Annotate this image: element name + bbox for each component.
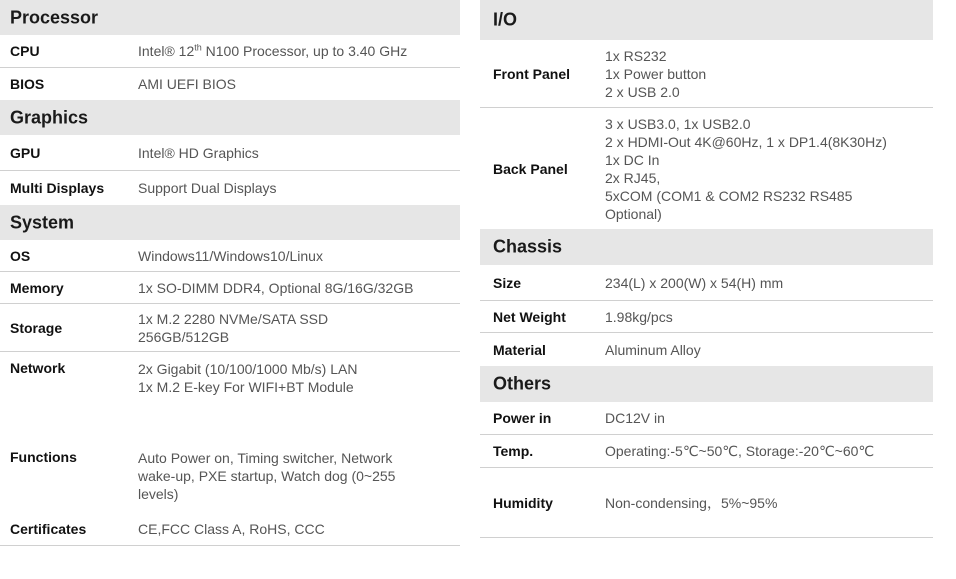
- spec-value: 1.98kg/pcs: [605, 308, 673, 325]
- spec-value-superscript: th: [194, 42, 202, 53]
- section-title: Processor: [10, 7, 99, 27]
- spec-value: Aluminum Alloy: [605, 341, 701, 358]
- spec-row-material: [480, 333, 933, 366]
- spec-value: [138, 42, 454, 60]
- spec-value: Auto Power on, Timing switcher, Network wake-up, PXE startup, Watch dog (0~255 levels): [138, 450, 396, 502]
- spec-row-bios: [0, 68, 460, 100]
- spec-label: Functions: [10, 449, 77, 465]
- section-title: I/O: [493, 9, 518, 30]
- spec-value: 1x RS232 1x Power button 2 x USB 2.0: [605, 47, 707, 100]
- spec-label: Power in: [493, 410, 552, 426]
- spec-row-multi-displays: [0, 171, 460, 205]
- spec-row-back-panel: [480, 108, 933, 229]
- spec-label: Memory: [10, 279, 64, 296]
- spec-label: Storage: [10, 319, 63, 336]
- spec-row-humidity: [480, 468, 933, 538]
- spec-row-cpu: [0, 35, 460, 68]
- spec-label: CPU: [10, 43, 40, 59]
- spec-label: OS: [10, 247, 31, 264]
- spec-label: BIOS: [10, 76, 45, 92]
- section-header-chassis: [480, 229, 933, 265]
- spec-row-net-weight: [480, 301, 933, 333]
- spec-value: Non-condensing，5%~95%: [605, 494, 778, 511]
- section-title: Chassis: [493, 236, 563, 257]
- spec-label: Size: [493, 274, 522, 291]
- spec-value: AMI UEFI BIOS: [138, 76, 237, 92]
- spec-label: Front Panel: [493, 65, 571, 82]
- spec-row-temp: [480, 435, 933, 468]
- spec-row-size: [480, 265, 933, 301]
- spec-value: 3 x USB3.0, 1x USB2.0 2 x HDMI-Out 4K@60Hz, 1 x DP1.4(8K30Hz) 1x DC In 2x RJ45, 5xCOM (COM1 & COM2 RS232 RS485 Optional): [605, 115, 887, 222]
- spec-value: CE,FCC Class A, RoHS, CCC: [138, 520, 325, 537]
- spec-row-front-panel: [480, 40, 933, 108]
- spec-value: 1x SO-DIMM DDR4, Optional 8G/16G/32GB: [138, 279, 414, 296]
- spec-value: 1x M.2 2280 NVMe/SATA SSD 256GB/512GB: [138, 310, 329, 345]
- section-header-processor: [0, 0, 460, 35]
- spec-row-functions: [0, 440, 460, 512]
- spec-label: Net Weight: [493, 308, 566, 325]
- section-title: System: [10, 212, 75, 232]
- spec-row-memory: [0, 272, 460, 304]
- spec-value: Intel® HD Graphics: [138, 144, 259, 161]
- spec-label: Network: [10, 360, 66, 376]
- spec-value-part: N100 Processor, up to 3.40 GHz: [201, 43, 408, 59]
- section-header-io: [480, 0, 933, 40]
- spec-value: Support Dual Displays: [138, 180, 277, 196]
- section-header-graphics: [0, 100, 460, 135]
- spec-label: GPU: [10, 144, 41, 161]
- spec-value: Operating:-5℃~50℃, Storage:-20℃~60℃: [605, 443, 875, 459]
- spec-label: Multi Displays: [10, 180, 105, 196]
- section-header-system: [0, 205, 460, 240]
- spec-row-power-in: [480, 402, 933, 435]
- section-header-others: [480, 366, 933, 402]
- spec-value: Windows11/Windows10/Linux: [138, 247, 323, 264]
- section-title: Graphics: [10, 107, 89, 127]
- spec-label: Temp.: [493, 443, 534, 459]
- section-title: Others: [493, 373, 552, 394]
- spec-label: Material: [493, 341, 546, 358]
- spec-label: Humidity: [493, 494, 553, 511]
- spec-value: 2x Gigabit (10/100/1000 Mb/s) LAN 1x M.2 E-key For WIFI+BT Module: [138, 361, 358, 395]
- spec-value: 234(L) x 200(W) x 54(H) mm: [605, 274, 784, 291]
- spec-label: Certificates: [10, 520, 87, 537]
- spec-row-certificates: [0, 512, 460, 546]
- spec-row-os: [0, 240, 460, 272]
- spec-value-part: Intel® 12: [138, 43, 195, 59]
- spec-label: Back Panel: [493, 160, 568, 177]
- spec-row-storage: [0, 304, 460, 352]
- spec-value: DC12V in: [605, 410, 665, 426]
- spec-row-gpu: [0, 135, 460, 171]
